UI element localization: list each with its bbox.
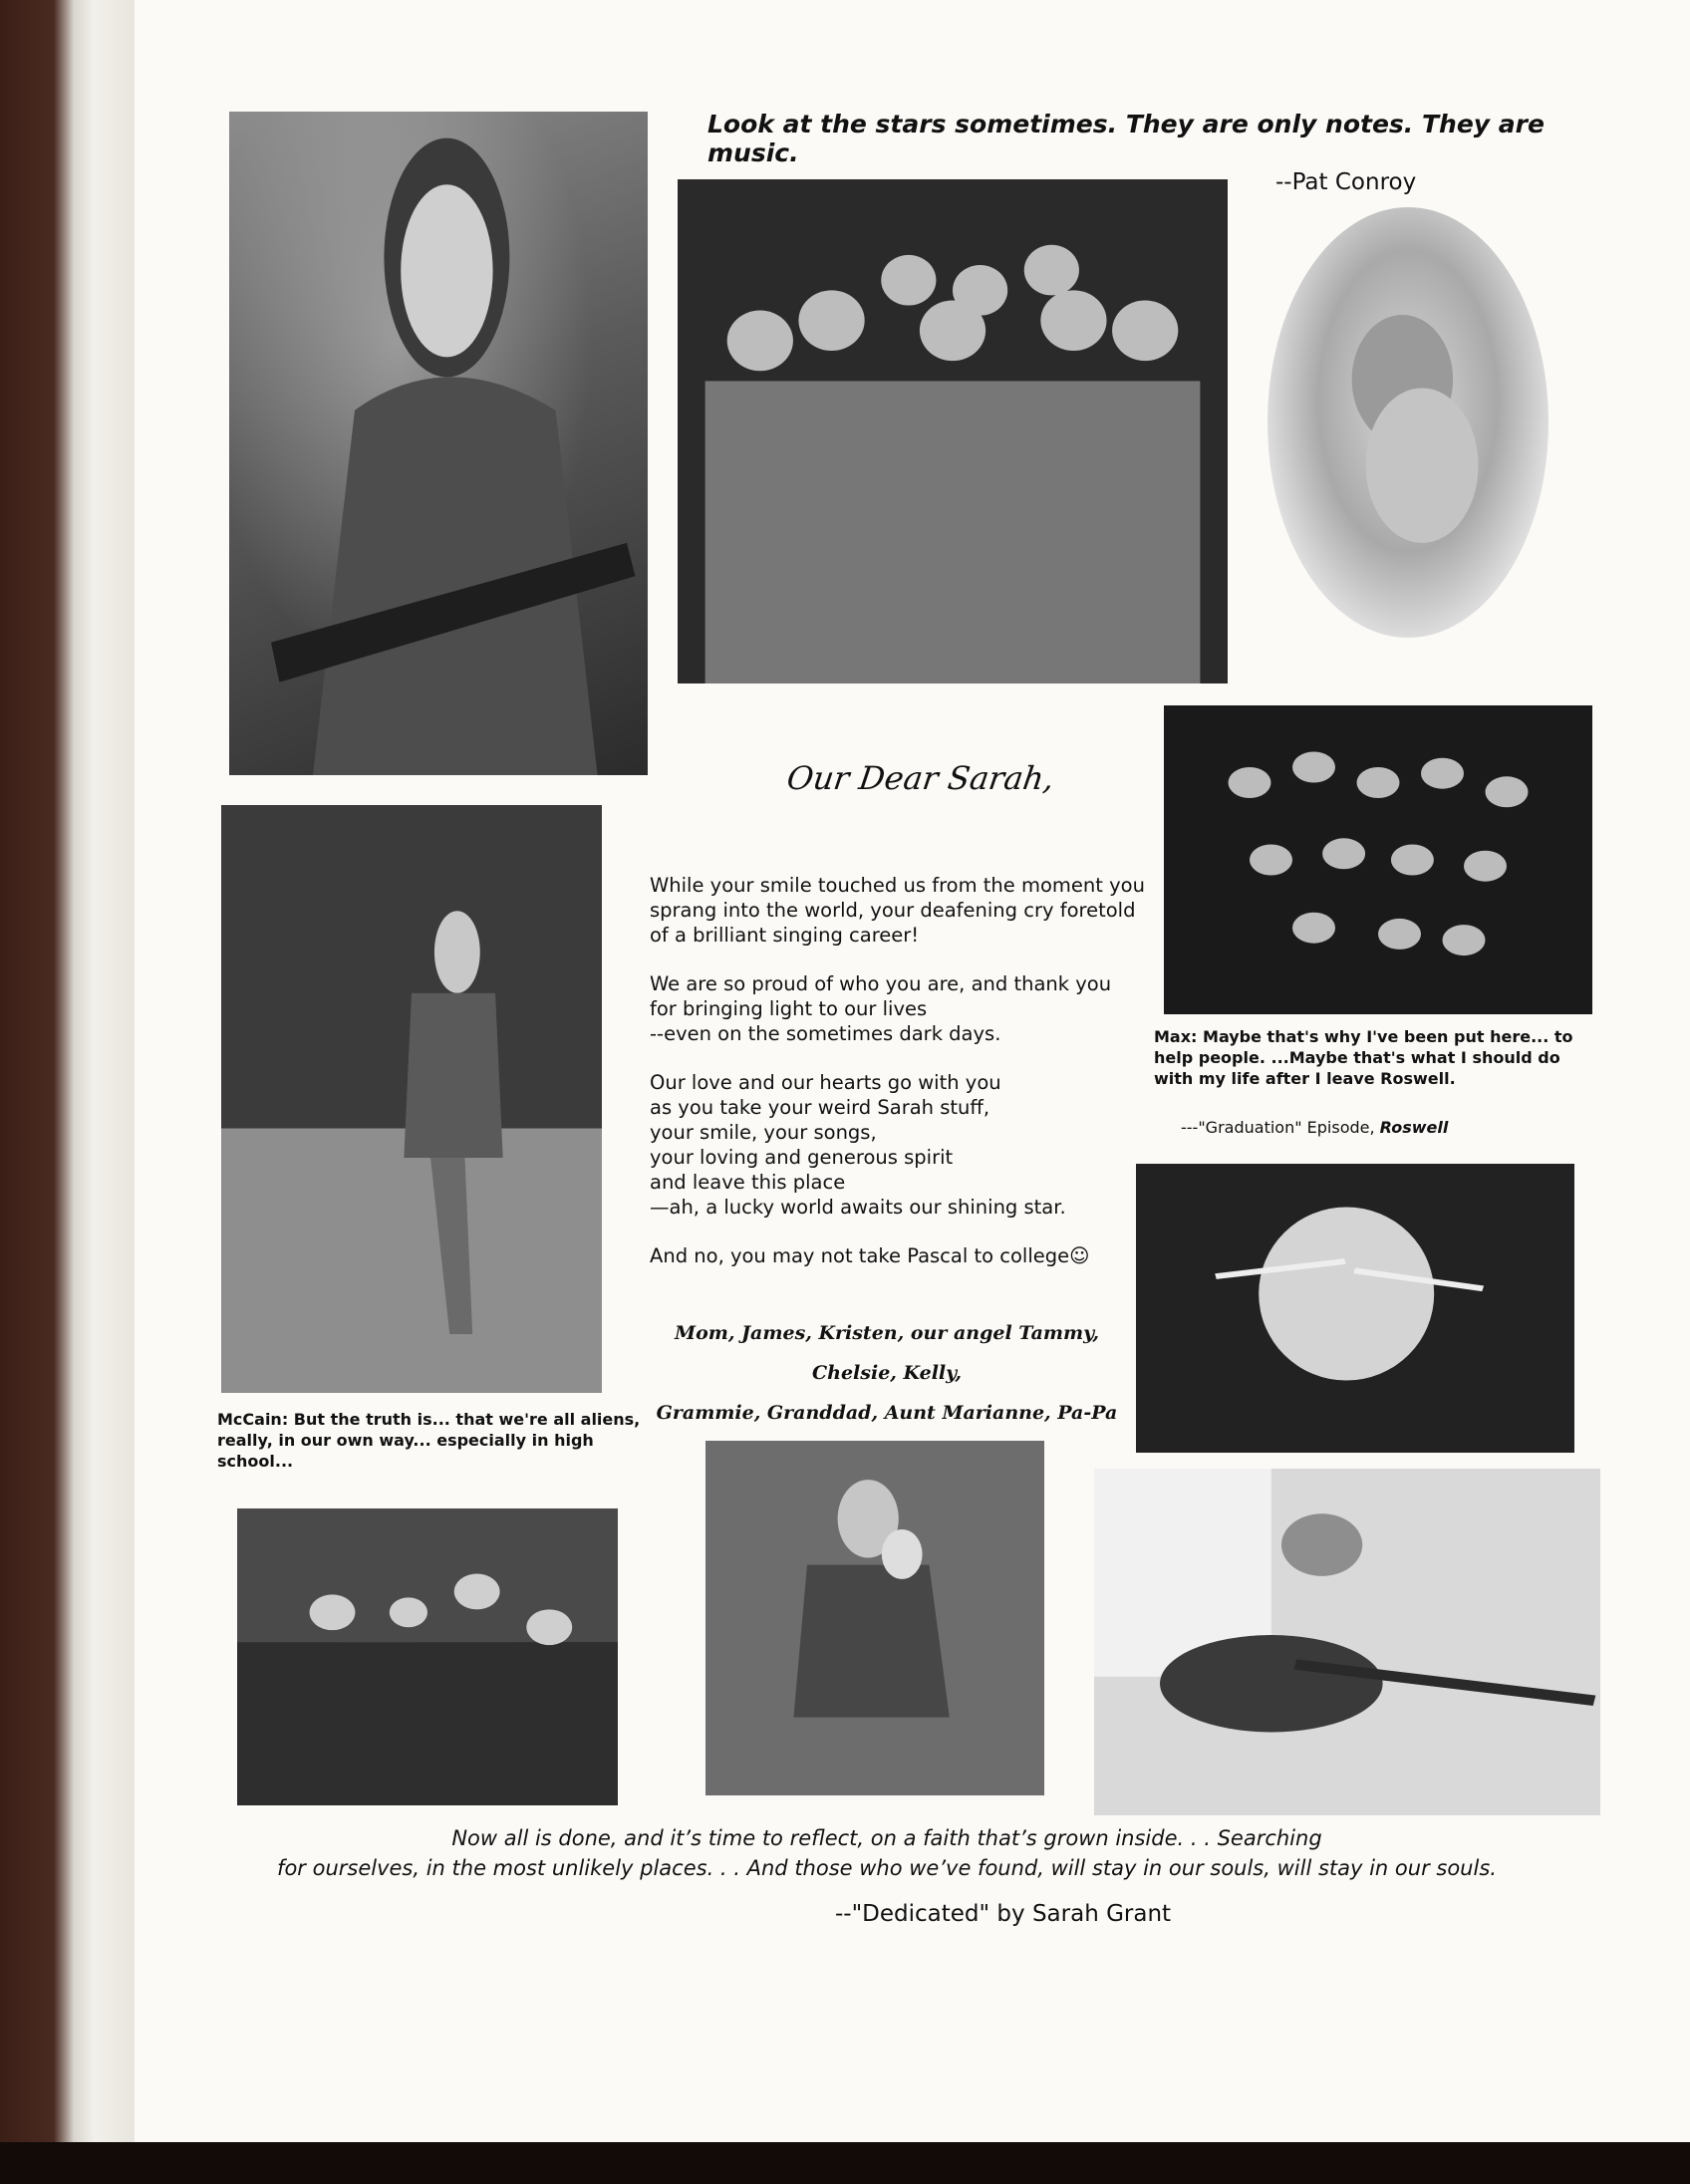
page-bottom-shadow bbox=[0, 2142, 1690, 2184]
top-quote-attribution: --Pat Conroy bbox=[1275, 169, 1417, 195]
letter-paragraph-3 bbox=[650, 1070, 1148, 1220]
bottom-quote-line: for ourselves, in the most unlikely places. . . And those who we’ve found, will stay in our souls, will stay in our souls. bbox=[277, 1856, 1497, 1880]
signature-line: Mom, James, Kristen, our angel Tammy, Chelsie, Kelly, bbox=[675, 1322, 1099, 1384]
bottom-quote-credit: --"Dedicated" by Sarah Grant bbox=[835, 1901, 1172, 1927]
signature-line: Grammie, Granddad, Aunt Marianne, Pa-Pa bbox=[656, 1402, 1118, 1424]
letter-line: —ah, a lucky world awaits our shining star. bbox=[650, 1196, 1066, 1219]
letter-signatures bbox=[638, 1313, 1136, 1433]
attribution-prefix: ---"Graduation" Episode, bbox=[1181, 1118, 1375, 1137]
letter-line: Our love and our hearts go with you bbox=[650, 1071, 1001, 1094]
photo-girl-with-dog bbox=[705, 1441, 1044, 1795]
letter-line: your smile, your songs, bbox=[650, 1121, 877, 1144]
photo-girl-with-guitar-portrait bbox=[229, 112, 648, 775]
photo-girl-with-spoons bbox=[1136, 1164, 1574, 1453]
photo-family-on-bench bbox=[237, 1508, 618, 1805]
max-quote-attribution bbox=[1181, 1118, 1448, 1137]
mccain-quote-speaker: McCain: bbox=[217, 1410, 289, 1429]
letter-line: --even on the sometimes dark days. bbox=[650, 1022, 1001, 1045]
letter-line: We are so proud of who you are, and thank you bbox=[650, 972, 1112, 995]
letter-paragraph-1: While your smile touched us from the moment you sprang into the world, your deafening cry foretold of a brilliant singing career! bbox=[650, 874, 1145, 947]
photo-group-of-friends bbox=[678, 179, 1228, 683]
bottom-quote bbox=[269, 1823, 1505, 1883]
photo-toddler-oval bbox=[1268, 207, 1549, 638]
photo-toddler-with-guitar bbox=[1094, 1469, 1600, 1815]
attribution-show: Roswell bbox=[1379, 1118, 1449, 1137]
top-quote: Look at the stars sometimes. They are only notes. They are music. bbox=[707, 110, 1545, 167]
max-quote-speaker: Max: bbox=[1154, 1027, 1198, 1046]
max-quote-text: Maybe that's why I've been put here... to help people. ...Maybe that's what I should do with my life after I leave Roswell. bbox=[1154, 1027, 1573, 1088]
bottom-quote-line: Now all is done, and it’s time to reflect, on a faith that’s grown inside. . . Searching bbox=[451, 1826, 1322, 1850]
letter-line: as you take your weird Sarah stuff, bbox=[650, 1096, 990, 1119]
max-quote bbox=[1154, 1026, 1602, 1089]
book-spine-edge bbox=[0, 0, 135, 2184]
letter-line: your loving and generous spirit bbox=[650, 1146, 954, 1169]
mccain-quote-text: But the truth is... that we're all aliens, really, in our own way... especially in high school... bbox=[217, 1410, 641, 1471]
letter-salutation: Our Dear Sarah, bbox=[784, 759, 1057, 797]
letter-line: for bringing light to our lives bbox=[650, 997, 928, 1020]
photo-girl-with-guitar-outdoors bbox=[221, 805, 602, 1393]
photo-cast-group bbox=[1164, 705, 1592, 1014]
letter-paragraph-4: And no, you may not take Pascal to college☺ bbox=[650, 1244, 1090, 1267]
letter-body bbox=[650, 873, 1148, 1292]
mccain-quote bbox=[217, 1409, 646, 1472]
letter-paragraph-2 bbox=[650, 971, 1148, 1046]
letter-line: and leave this place bbox=[650, 1171, 846, 1194]
